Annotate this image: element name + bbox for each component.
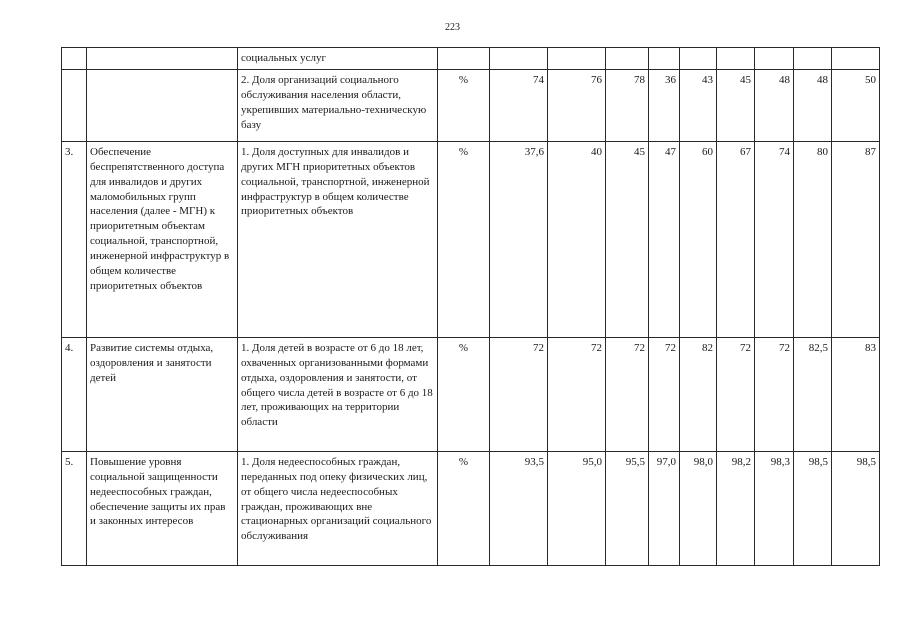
table-row xyxy=(62,48,880,70)
value-cell: 45 xyxy=(606,142,649,338)
value-cell: 47 xyxy=(649,142,680,338)
value-cell: 72 xyxy=(490,338,548,452)
row-number-cell: 3. xyxy=(62,142,87,338)
value-cell: 72 xyxy=(548,338,606,452)
value-cell: 93,5 xyxy=(490,452,548,566)
row-number-cell: 4. xyxy=(62,338,87,452)
value-cell xyxy=(755,48,794,70)
value-cell: 72 xyxy=(717,338,755,452)
row-number-cell: 5. xyxy=(62,452,87,566)
value-cell xyxy=(606,48,649,70)
table-body xyxy=(62,48,880,566)
value-cell: 67 xyxy=(717,142,755,338)
value-cell: 97,0 xyxy=(649,452,680,566)
value-cell: 98,5 xyxy=(832,452,880,566)
table-row xyxy=(62,452,880,566)
table-row xyxy=(62,338,880,452)
unit-cell xyxy=(438,48,490,70)
value-cell: 36 xyxy=(649,70,680,142)
page-number: 223 xyxy=(445,22,460,33)
value-cell: 83 xyxy=(832,338,880,452)
value-cell: 72 xyxy=(649,338,680,452)
value-cell xyxy=(794,48,832,70)
value-cell xyxy=(680,48,717,70)
value-cell: 60 xyxy=(680,142,717,338)
goal-cell: Повышение уровня социальной защищенности недееспособных граждан, обеспечение защиты их прав и законных интересов xyxy=(87,452,238,566)
value-cell: 74 xyxy=(755,142,794,338)
value-cell: 37,6 xyxy=(490,142,548,338)
goal-cell: Обеспечение беспрепятственного доступа для инвалидов и других маломобильных групп населения (далее - МГН) к приоритетным объектам социальной, транспортной, инженерной инфраструктур в общем количестве приоритетных объектов xyxy=(87,142,238,338)
value-cell: 87 xyxy=(832,142,880,338)
indicator-cell: 2. Доля организаций социального обслуживания населения области, укрепивших материально-техническую базу xyxy=(238,70,438,142)
indicator-cell: социальных услуг xyxy=(238,48,438,70)
table-row xyxy=(62,70,880,142)
value-cell: 40 xyxy=(548,142,606,338)
value-cell xyxy=(649,48,680,70)
value-cell: 50 xyxy=(832,70,880,142)
indicator-cell: 1. Доля доступных для инвалидов и других МГН приоритетных объектов социальной, транспортной, инженерной инфраструктур в общем количестве приоритетных объектов xyxy=(238,142,438,338)
indicator-cell: 1. Доля недееспособных граждан, переданных под опеку физических лиц, от общего числа недееспособных граждан, проживающих вне стационарных организаций социального обслуживания xyxy=(238,452,438,566)
value-cell xyxy=(832,48,880,70)
value-cell: 98,3 xyxy=(755,452,794,566)
indicator-cell: 1. Доля детей в возрасте от 6 до 18 лет, охваченных организованными формами отдыха, оздоровления и занятости, от общего числа детей в возрасте от 6 до 18 лет, проживающих на территории области xyxy=(238,338,438,452)
value-cell xyxy=(717,48,755,70)
value-cell xyxy=(490,48,548,70)
value-cell: 82,5 xyxy=(794,338,832,452)
value-cell: 72 xyxy=(755,338,794,452)
value-cell: 98,2 xyxy=(717,452,755,566)
indicators-table xyxy=(61,47,880,566)
value-cell xyxy=(548,48,606,70)
value-cell: 48 xyxy=(755,70,794,142)
table-row xyxy=(62,142,880,338)
value-cell: 48 xyxy=(794,70,832,142)
goal-cell xyxy=(87,48,238,70)
value-cell: 45 xyxy=(717,70,755,142)
value-cell: 98,5 xyxy=(794,452,832,566)
value-cell: 80 xyxy=(794,142,832,338)
unit-cell: % xyxy=(438,70,490,142)
value-cell: 43 xyxy=(680,70,717,142)
value-cell: 78 xyxy=(606,70,649,142)
value-cell: 74 xyxy=(490,70,548,142)
value-cell: 72 xyxy=(606,338,649,452)
value-cell: 82 xyxy=(680,338,717,452)
value-cell: 95,5 xyxy=(606,452,649,566)
row-number-cell xyxy=(62,70,87,142)
goal-cell: Развитие системы отдыха, оздоровления и занятости детей xyxy=(87,338,238,452)
row-number-cell xyxy=(62,48,87,70)
unit-cell: % xyxy=(438,338,490,452)
value-cell: 76 xyxy=(548,70,606,142)
unit-cell: % xyxy=(438,142,490,338)
goal-cell xyxy=(87,70,238,142)
value-cell: 95,0 xyxy=(548,452,606,566)
unit-cell: % xyxy=(438,452,490,566)
value-cell: 98,0 xyxy=(680,452,717,566)
